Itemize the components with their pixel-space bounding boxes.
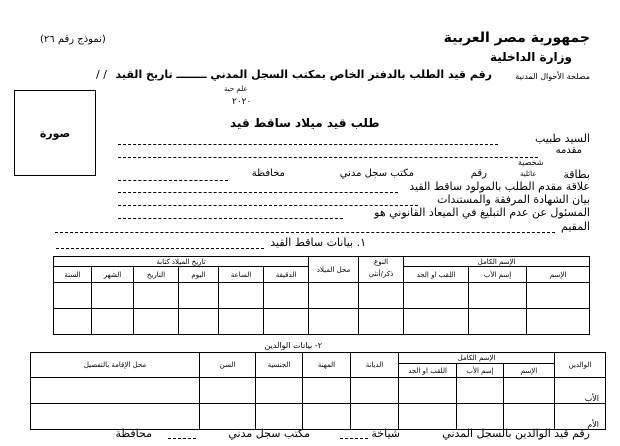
registry-line-label: رقم قيد الطلب بالدفتر الخاص بمكتب السجل المدني ــــــــ تاريخ القيد xyxy=(115,68,492,81)
s1-cell[interactable] xyxy=(527,283,590,309)
s2-surname: اللقب او الجد xyxy=(399,364,457,378)
s2-age: السن xyxy=(200,353,256,378)
s1-cell[interactable] xyxy=(359,309,404,335)
field-attached-label: بيان الشهادة المرفقة والمستندات xyxy=(437,193,590,206)
s1-cell[interactable] xyxy=(219,309,264,335)
s2-cell[interactable] xyxy=(303,378,351,404)
field-residence-label: المقيم xyxy=(561,220,590,233)
field-resident-label: مقدمه xyxy=(555,145,582,156)
republic-title: جمهورية مصر العربية xyxy=(443,30,590,46)
s2-cell[interactable] xyxy=(200,404,256,430)
s1-day: اليوم xyxy=(179,267,219,283)
s1-cell[interactable] xyxy=(404,283,469,309)
s2-cell[interactable] xyxy=(504,404,555,430)
s1-father-name: إسم الأب xyxy=(469,267,527,283)
s1-cell[interactable] xyxy=(54,309,92,335)
form-title: طلب قيد ميلاد ساقط قيد xyxy=(230,116,380,130)
field-office-label: مكتب سجل مدني xyxy=(339,168,414,179)
s1-minute: الدقيقة xyxy=(264,267,309,283)
s2-cell[interactable] xyxy=(351,378,399,404)
s1-cell[interactable] xyxy=(179,283,219,309)
footer-registration: رقم قيد الوالدين بالسجل المدني xyxy=(442,427,590,440)
note-line2: ٢٠٢٠ xyxy=(232,97,252,107)
s1-surname: اللقب او الجد xyxy=(404,267,469,283)
field-sir-label: السيد طبيب xyxy=(534,132,590,145)
s1-name: الإسم xyxy=(527,267,590,283)
s1-cell[interactable] xyxy=(134,309,179,335)
form-code: (نموذج رقم ٢٦) xyxy=(40,34,106,45)
s1-cell[interactable] xyxy=(134,283,179,309)
s2-cell[interactable] xyxy=(457,378,504,404)
footer-governorate: محافظة xyxy=(115,427,152,440)
field-attached-line[interactable] xyxy=(118,205,418,206)
field-responsible-label: المسئول عن عدم التبليغ في الميعاد القانوني هو xyxy=(374,206,590,219)
s2-cell[interactable] xyxy=(200,378,256,404)
photo-label: صورة xyxy=(39,127,71,140)
field-personal-label: شخصية xyxy=(518,158,544,167)
s2-cell[interactable] xyxy=(303,404,351,430)
field-number-label: رقم xyxy=(470,168,487,179)
s1-date: التاريخ xyxy=(134,267,179,283)
footer-office: مكتب سجل مدني xyxy=(228,427,310,440)
s2-cell[interactable] xyxy=(504,378,555,404)
s1-cell[interactable] xyxy=(179,309,219,335)
note-line1: علم حية xyxy=(224,85,248,93)
s2-religion: الديانة xyxy=(351,353,399,378)
s1-cell[interactable] xyxy=(54,283,92,309)
section2-title: ٢- بيانات الوالدين xyxy=(264,341,322,350)
field-responsible-line[interactable] xyxy=(118,218,343,219)
s1-month: الشهر xyxy=(92,267,134,283)
s1-hour: الساعة xyxy=(219,267,264,283)
section1-table xyxy=(53,256,590,335)
s1-year: السنة xyxy=(54,267,92,283)
field-governorate-line[interactable] xyxy=(118,180,228,181)
section1-title-line xyxy=(56,248,264,249)
s2-profession: المهنة xyxy=(303,353,351,378)
field-governorate-label: محافظة xyxy=(251,168,285,179)
s1-cell[interactable] xyxy=(309,283,359,309)
s1-cell[interactable] xyxy=(527,309,590,335)
s1-cell[interactable] xyxy=(469,309,527,335)
section2-table xyxy=(30,352,606,430)
s2-cell[interactable] xyxy=(256,404,303,430)
footer-sheikhdom: شياخة xyxy=(371,427,400,440)
s2-cell[interactable] xyxy=(457,404,504,430)
s2-nationality: الجنسية xyxy=(256,353,303,378)
footer-line-2[interactable] xyxy=(340,438,368,439)
department-label: مصلحة الأحوال المدنية xyxy=(515,72,590,81)
s1-gender-values: ذكر/أنثى xyxy=(359,267,404,283)
footer-line-1[interactable] xyxy=(168,438,196,439)
field-residence-line[interactable] xyxy=(55,232,555,233)
s1-cell[interactable] xyxy=(264,283,309,309)
s1-cell[interactable] xyxy=(404,309,469,335)
s1-cell[interactable] xyxy=(264,309,309,335)
s2-cell[interactable] xyxy=(351,404,399,430)
s2-cell[interactable] xyxy=(31,404,200,430)
s2-father-name: إسم الأب xyxy=(457,364,504,378)
s2-fullname: الإسم الكامل xyxy=(399,353,555,364)
s1-birthplace: محل الميلاد xyxy=(309,257,359,283)
ministry-title: وزارة الداخلية xyxy=(489,50,572,64)
registry-date: / / xyxy=(96,68,107,81)
s2-name: الإسم xyxy=(504,364,555,378)
s2-parents: الوالدين xyxy=(555,353,606,378)
photo-box xyxy=(14,90,96,176)
s2-mother: الأم xyxy=(555,404,606,430)
s2-cell[interactable] xyxy=(31,378,200,404)
s2-cell[interactable] xyxy=(256,378,303,404)
field-resident-line[interactable] xyxy=(118,157,538,158)
field-relationship-line[interactable] xyxy=(118,192,398,193)
s2-cell[interactable] xyxy=(399,378,457,404)
field-card-label: بطاقة xyxy=(563,168,590,181)
s1-birthdate-written: تاريخ الميلاد كتابة xyxy=(54,257,309,267)
s2-cell[interactable] xyxy=(399,404,457,430)
s2-residence: محل الإقامة بالتفصيل xyxy=(31,353,200,378)
section1-title: ١. بيانات ساقط القيد xyxy=(270,236,366,249)
s1-cell[interactable] xyxy=(92,283,134,309)
s1-cell[interactable] xyxy=(219,283,264,309)
s2-father: الأب xyxy=(555,378,606,404)
s1-cell[interactable] xyxy=(359,283,404,309)
s1-cell[interactable] xyxy=(92,309,134,335)
field-family-label: عائلية xyxy=(520,170,537,178)
s1-cell[interactable] xyxy=(309,309,359,335)
s1-cell[interactable] xyxy=(469,283,527,309)
field-sir-line[interactable] xyxy=(118,144,498,145)
field-relationship-label: علاقة مقدم الطلب بالمولود ساقط القيد xyxy=(409,180,590,193)
s1-gender: النوع xyxy=(359,257,404,267)
s1-fullname: الإسم الكامل xyxy=(404,257,590,267)
